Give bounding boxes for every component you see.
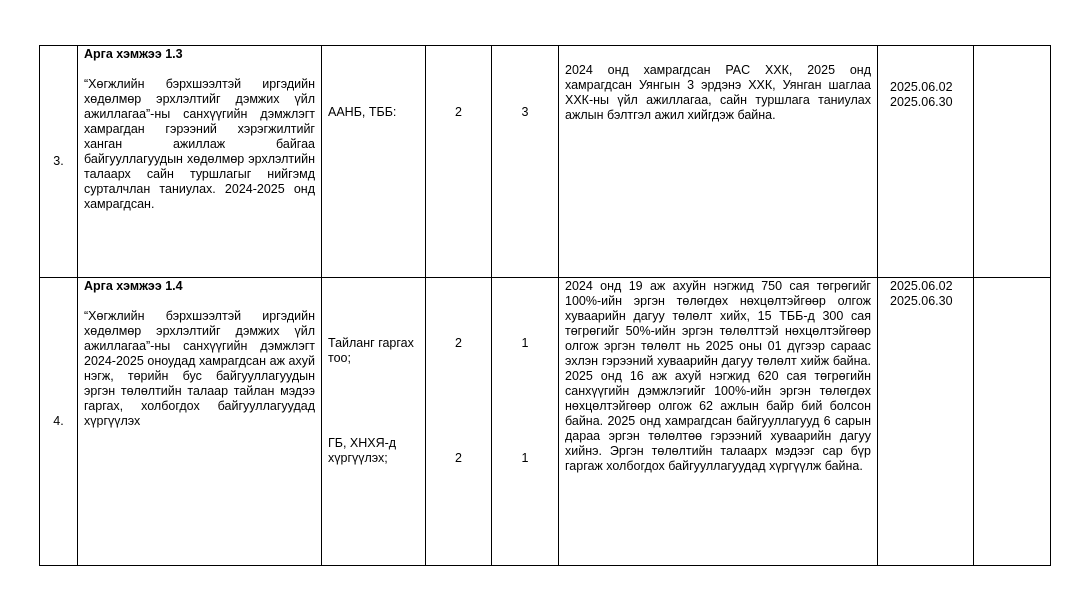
planned-value-b: 2: [455, 451, 462, 465]
table-row: [40, 46, 1051, 278]
result-text: 2024 онд 19 аж ахуйн нэгжид 750 сая төгрөгийг 100%-ийн эргэн төлөгдөх нөхцөлтэйгөөр олгож хуваарийн дагуу төлөлт хийх, 15 ТББ-д 300 сая төгрөгийг 50%-ийн эргэн төлөлттэй нөхцөлтэйгөөр олгож эргэн төлөлт нь 2025 оны 01 дүгээр сараас эхлэн гэрээний хуваарийн дагуу төлөлт хийж байна. 2025 онд 16 аж ахуй нэгжид 620 сая төгрөгийн санхүүгийн дэмжлэгийг 100%-ийн эргэн төлөгдөх нөхцөлтэйгөөр олгож 62 ажлын байр бий болсон байна. 2025 онд хамрагдсан байгууллагууд 6 сарын дараа эргэн төлөлтөө гэрээний хуваарийн дагуу хийнэ. Эргэн төлөлтийн талаарх мэдээг сар бүр гаргаж холбогдох байгууллагуудад хүргүүлж байна.: [565, 279, 871, 473]
date-cell: [878, 46, 974, 278]
planned-value: 2: [455, 105, 462, 119]
actual-value-a: 1: [521, 336, 529, 350]
date-end: 2025.06.30: [890, 95, 953, 109]
date-start: 2025.06.02: [890, 279, 953, 293]
date-end: 2025.06.30: [890, 294, 953, 308]
note-cell: [974, 46, 1051, 278]
measure-cell: [78, 278, 322, 566]
measure-title: Арга хэмжээ 1.3: [84, 47, 183, 61]
report-table: [39, 45, 1051, 566]
actual-value-b: 1: [521, 451, 529, 465]
table-row: [40, 278, 1051, 566]
value-cell: [426, 46, 492, 278]
result-text: 2024 онд хамрагдсан PAC ХХК, 2025 онд хамрагдсан Уянгын 3 эрдэнэ ХХК, Уянган шаглаа ХХК-ны үйл ажиллагаа, сайн туршлага таниулах ажлын бэлтгэл ажил хийгдэж байна.: [565, 63, 871, 122]
result-cell: [559, 278, 878, 566]
row-number: 3.: [40, 46, 78, 278]
value-cell: [492, 278, 559, 566]
responsible-label-a: Тайланг гаргах тоо;: [328, 336, 414, 365]
measure-title: Арга хэмжээ 1.4: [84, 279, 183, 293]
row-number: 4.: [40, 278, 78, 566]
date-start: 2025.06.02: [890, 80, 953, 94]
actual-value: 3: [521, 105, 529, 119]
responsible-cell: [322, 278, 426, 566]
measure-cell: [78, 46, 322, 278]
measure-description: “Хөгжлийн бэрхшээлтэй иргэдийн хөдөлмөр эрхлэлтийг дэмжих үйл ажиллагаа”-ны санхүүгийн дэмжлэгт хамрагдан гэрээний хэрэгжилтийг ханган ажиллаж байгаа байгууллагуудын хөдөлмөр эрхлэлтийн талаарх сайн туршлагыг нийгэмд сурталчлан таниулах. 2024-2025 онд хамрагдсан.: [84, 77, 315, 211]
result-cell: [559, 46, 878, 278]
planned-value-a: 2: [455, 336, 462, 350]
value-cell: [492, 46, 559, 278]
measure-description: “Хөгжлийн бэрхшээлтэй иргэдийн хөдөлмөр эрхлэлтийг дэмжих үйл ажиллагаа”-ны санхүүгийн дэмжлэгт 2024-2025 оноудад хамрагдсан аж ахуй нэгж, төрийн бус байгууллагуудын эргэн төлөлтийн талаар тайлан мэдээ гаргах, холбогдох байгууллагуудад хүргүүлэх: [84, 309, 315, 428]
responsible-label: ААНБ, ТББ:: [328, 105, 397, 119]
responsible-label-b: ГБ, ХНХЯ-д хүргүүлэх;: [328, 436, 397, 465]
note-cell: [974, 278, 1051, 566]
date-cell: [878, 278, 974, 566]
value-cell: [426, 278, 492, 566]
responsible-cell: [322, 46, 426, 278]
